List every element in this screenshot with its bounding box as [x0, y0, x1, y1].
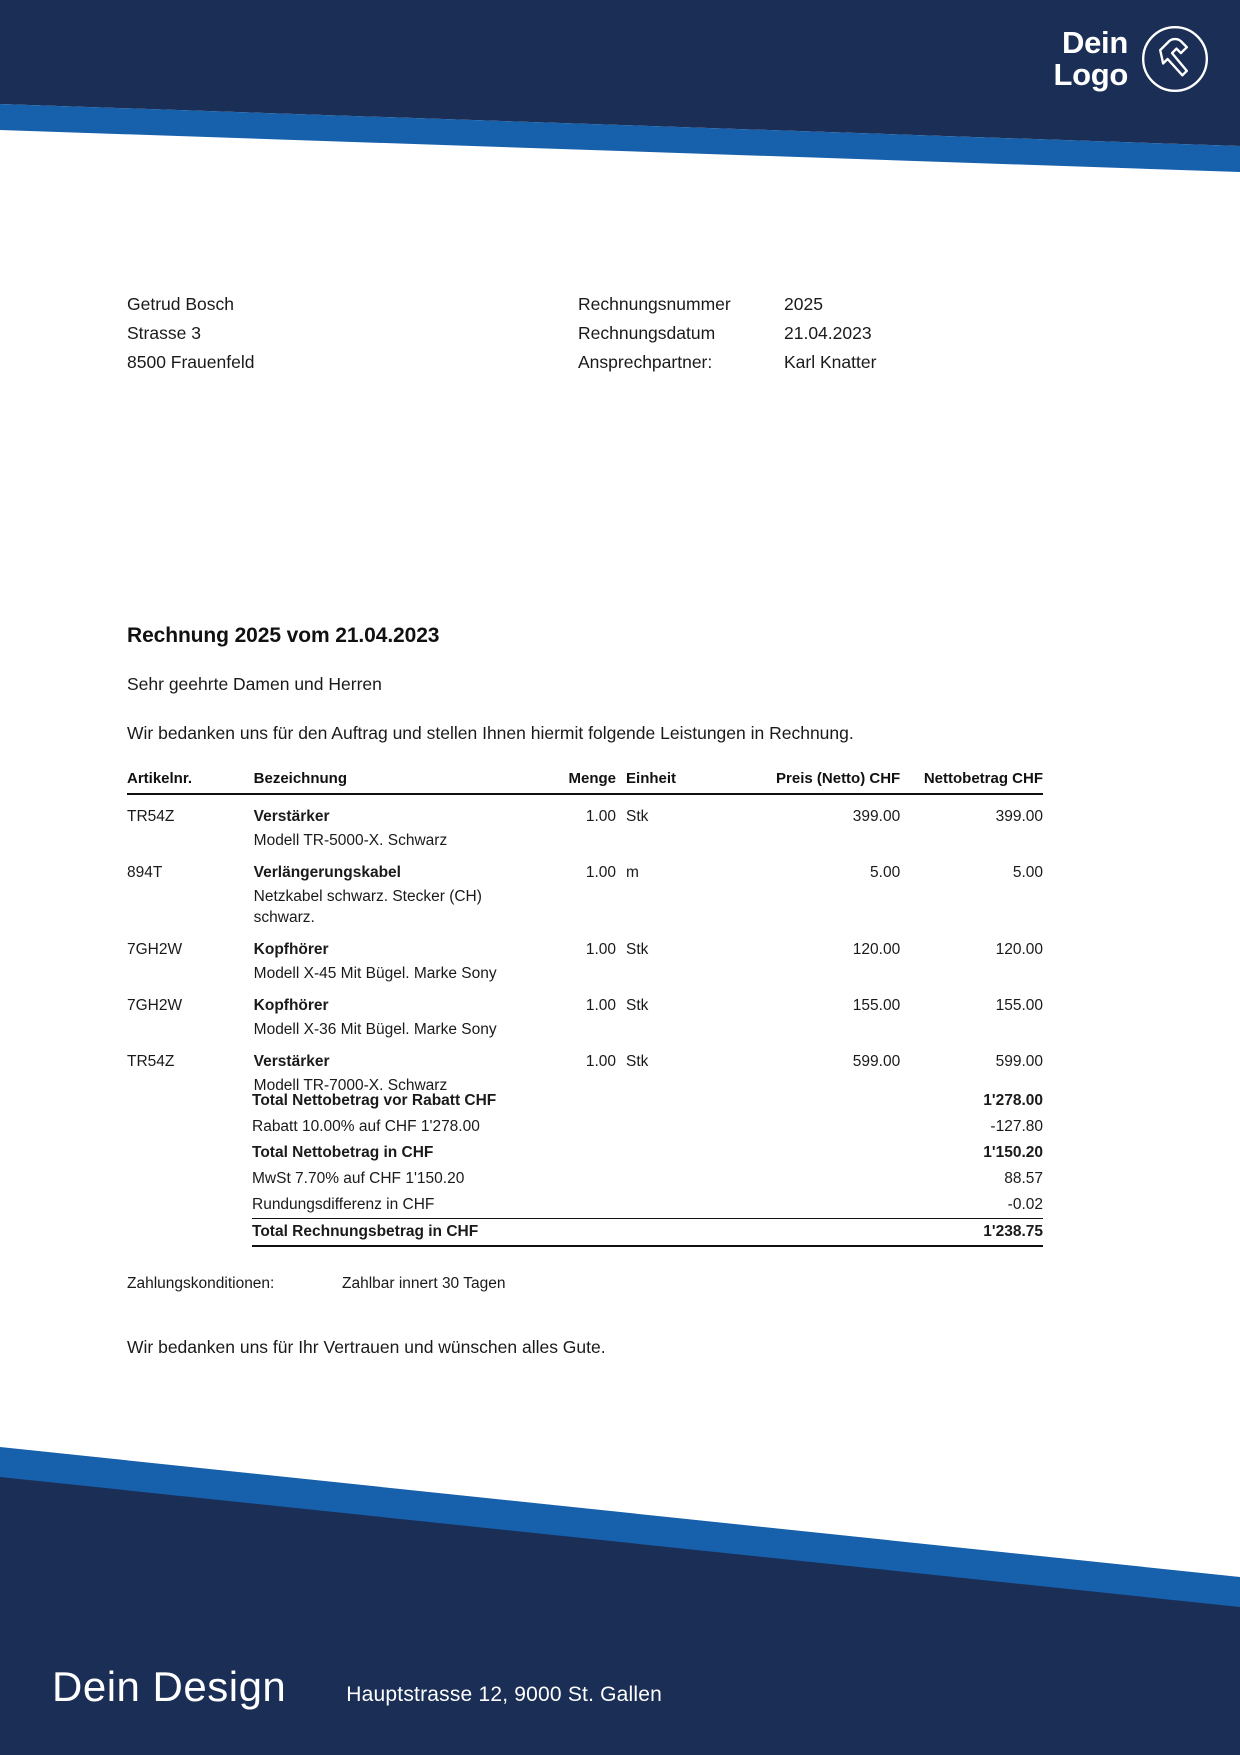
item-unit: Stk	[626, 941, 649, 958]
item-price: 155.00	[852, 997, 901, 1014]
item-article: TR54Z	[127, 808, 175, 825]
item-net: 120.00	[995, 941, 1043, 958]
totals-value: 1'278.00	[983, 1092, 1043, 1109]
meta-label-contact-person: Ansprechpartner:	[578, 352, 713, 372]
col-header-quantity: Menge	[521, 770, 626, 794]
item-unit: m	[626, 864, 639, 881]
item-quantity: 1.00	[585, 808, 617, 825]
item-net: 5.00	[1012, 864, 1043, 881]
logo-line-1: Dein	[1062, 25, 1128, 61]
col-header-price: Preis (Netto) CHF	[721, 770, 900, 794]
totals-table	[252, 1088, 1043, 1247]
item-name: Verstärker	[253, 808, 330, 825]
footer-address: Hauptstrasse 12, 9000 St. Gallen	[346, 1683, 663, 1706]
table-row-description	[127, 959, 1043, 984]
item-name: Verlängerungskabel	[253, 864, 401, 881]
logo-block	[1053, 22, 1212, 96]
item-description: Modell TR-5000-X. Schwarz	[253, 832, 448, 849]
meta-row-invoice-number	[578, 290, 876, 319]
totals-value: 1'238.75	[888, 1219, 1043, 1247]
col-header-net: Nettobetrag CHF	[900, 770, 1043, 794]
meta-value-contact-person: Karl Knatter	[784, 352, 877, 372]
item-price: 599.00	[852, 1053, 901, 1070]
totals-row-vat	[252, 1166, 1043, 1192]
item-name: Verstärker	[253, 1053, 330, 1070]
footer-content	[52, 1663, 662, 1711]
item-unit: Stk	[626, 808, 649, 825]
item-description: Modell X-36 Mit Bügel. Marke Sony	[253, 1021, 497, 1038]
item-net: 599.00	[995, 1053, 1043, 1070]
item-description: Modell X-45 Mit Bügel. Marke Sony	[253, 965, 497, 982]
header-banner	[0, 0, 1240, 200]
totals-row-discount	[252, 1114, 1043, 1140]
meta-row-contact-person	[578, 348, 876, 377]
line-items-table	[127, 770, 1043, 1096]
totals-row-net-before-discount	[252, 1088, 1043, 1114]
item-article: TR54Z	[127, 1053, 175, 1070]
totals-value: -127.80	[990, 1118, 1043, 1135]
item-description: Modell TR-7000-X. Schwarz	[253, 1077, 448, 1094]
recipient-city: 8500 Frauenfeld	[127, 352, 255, 372]
table-header-row	[127, 770, 1043, 794]
table-row	[127, 928, 1043, 959]
item-price: 120.00	[852, 941, 901, 958]
col-header-description: Bezeichnung	[254, 770, 521, 794]
recipient-name: Getrud Bosch	[127, 294, 234, 314]
item-article: 7GH2W	[127, 997, 183, 1014]
totals-label: Total Nettobetrag vor Rabatt CHF	[252, 1092, 497, 1109]
item-net: 155.00	[995, 997, 1043, 1014]
totals-row-rounding	[252, 1192, 1043, 1219]
totals-value: 1'150.20	[983, 1144, 1043, 1161]
item-net: 399.00	[995, 808, 1043, 825]
table-row	[127, 1040, 1043, 1071]
item-article: 894T	[127, 864, 163, 881]
item-quantity: 1.00	[585, 941, 617, 958]
col-header-article: Artikelnr.	[127, 770, 254, 794]
totals-label: Total Nettobetrag in CHF	[252, 1144, 434, 1161]
logo-text	[1053, 27, 1128, 90]
payment-terms-label: Zahlungskonditionen:	[127, 1275, 275, 1292]
item-name: Kopfhörer	[253, 941, 329, 958]
invoice-meta	[578, 290, 876, 377]
item-article: 7GH2W	[127, 941, 183, 958]
item-price: 5.00	[870, 864, 901, 881]
totals-label: Total Rechnungsbetrag in CHF	[252, 1219, 888, 1247]
meta-label-invoice-date: Rechnungsdatum	[578, 323, 716, 343]
closing-text: Wir bedanken uns für Ihr Vertrauen und wünschen alles Gute.	[127, 1337, 606, 1357]
payment-terms	[127, 1275, 505, 1293]
table-row	[127, 984, 1043, 1015]
meta-row-invoice-date	[578, 319, 876, 348]
totals-label: Rundungsdifferenz in CHF	[252, 1196, 435, 1213]
col-header-unit: Einheit	[626, 770, 721, 794]
payment-terms-value: Zahlbar innert 30 Tagen	[342, 1275, 506, 1292]
table-row	[127, 851, 1043, 882]
recipient-address	[127, 290, 254, 377]
salutation-text: Sehr geehrte Damen und Herren	[127, 674, 382, 694]
item-quantity: 1.00	[585, 864, 617, 881]
item-price: 399.00	[852, 808, 901, 825]
footer-brand: Dein Design	[52, 1663, 287, 1710]
item-unit: Stk	[626, 997, 649, 1014]
totals-label: MwSt 7.70% auf CHF 1'150.20	[252, 1170, 465, 1187]
totals-value: -0.02	[1007, 1196, 1043, 1213]
meta-value-invoice-date: 21.04.2023	[784, 323, 872, 343]
meta-value-invoice-number: 2025	[784, 294, 823, 314]
intro-text: Wir bedanken uns für den Auftrag und stellen Ihnen hiermit folgende Leistungen in Rechnung.	[127, 723, 854, 743]
meta-label-invoice-number: Rechnungsnummer	[578, 294, 731, 314]
item-quantity: 1.00	[585, 997, 617, 1014]
item-name: Kopfhörer	[253, 997, 329, 1014]
table-row	[127, 794, 1043, 826]
item-description: Netzkabel schwarz. Stecker (CH) schwarz.	[253, 888, 482, 926]
table-row-description	[127, 826, 1043, 851]
table-row-description	[127, 1015, 1043, 1040]
invoice-title: Rechnung 2025 vom 21.04.2023	[127, 624, 440, 647]
footer-banner	[0, 1425, 1240, 1755]
recipient-street: Strasse 3	[127, 323, 201, 343]
item-quantity: 1.00	[585, 1053, 617, 1070]
totals-value: 88.57	[1004, 1170, 1043, 1187]
hammer-in-circle-icon	[1138, 22, 1212, 96]
table-row-description	[127, 882, 1043, 928]
totals-row-net	[252, 1140, 1043, 1166]
logo-line-2: Logo	[1053, 57, 1128, 92]
item-unit: Stk	[626, 1053, 649, 1070]
totals-row-grand-total	[252, 1219, 1043, 1247]
totals-label: Rabatt 10.00% auf CHF 1'278.00	[252, 1118, 480, 1135]
